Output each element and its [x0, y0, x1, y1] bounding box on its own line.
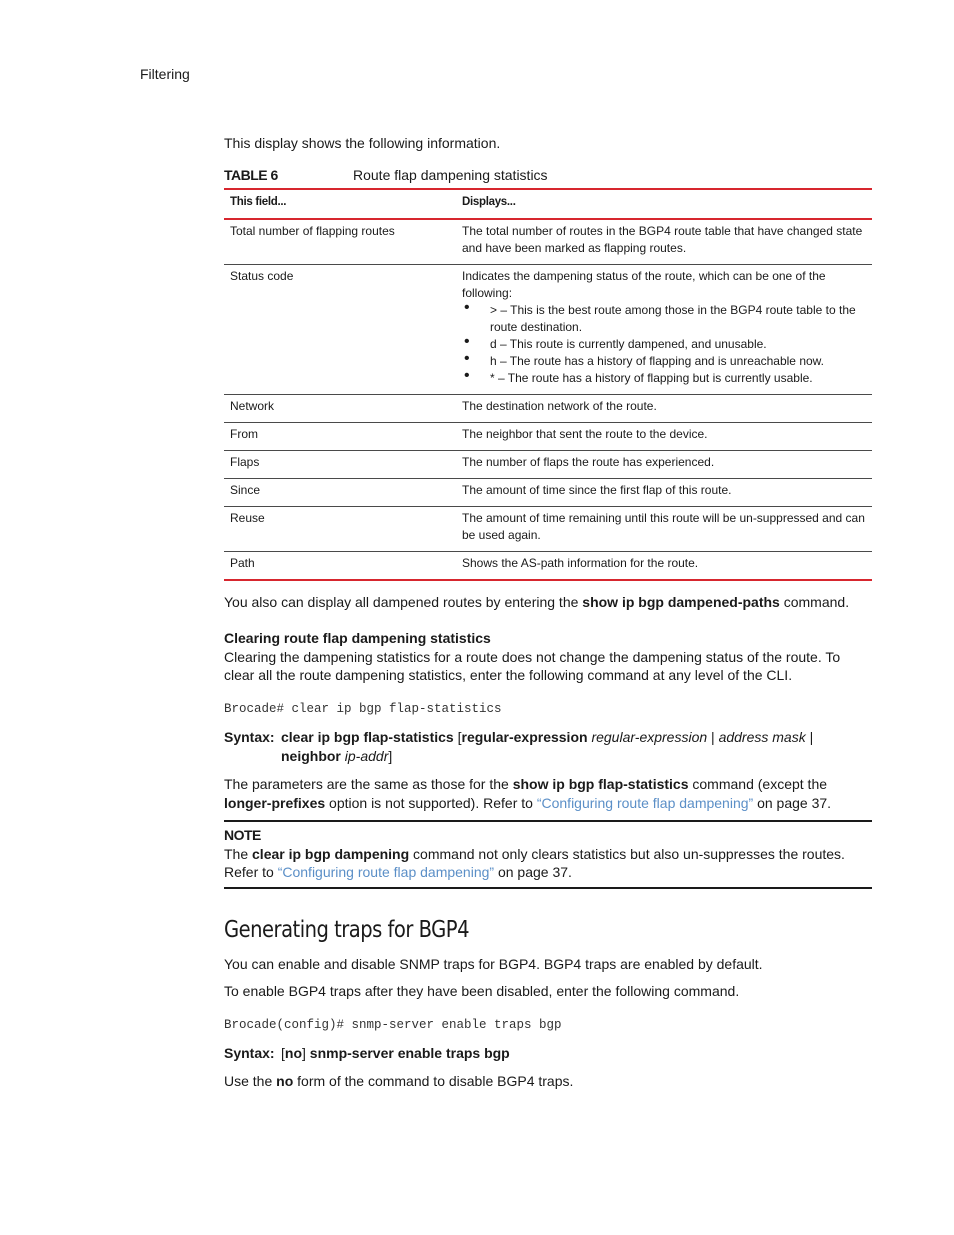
table-caption: [224, 167, 872, 190]
text-span: Use the: [224, 1073, 277, 1089]
section-subheading: Clearing route flap dampening statistics: [224, 630, 491, 646]
keyword-text: no: [284, 1045, 302, 1061]
text-span: form of the command to disable BGP4 traps.: [293, 1073, 574, 1089]
field-cell: Path: [224, 551, 456, 580]
text-span: [: [453, 729, 462, 745]
field-cell: Reuse: [224, 506, 456, 551]
column-header-displays: Displays...: [456, 190, 872, 219]
table-row: [224, 394, 872, 422]
dampened-paths-paragraph: [224, 593, 872, 612]
section-heading: Generating traps for BGP4: [224, 916, 470, 943]
traps-paragraph: You can enable and disable SNMP traps for BGP4. BGP4 traps are enabled by default.: [224, 955, 763, 972]
dampening-stats-table: [224, 190, 872, 581]
field-cell: Since: [224, 478, 456, 506]
cross-reference-link[interactable]: “Configuring route flap dampening”: [536, 794, 754, 811]
text-span: |: [707, 729, 719, 745]
argument-text: ip-addr: [340, 748, 389, 764]
command-text: show ip bgp flap-statistics: [512, 776, 689, 792]
table-title: Route flap dampening statistics: [353, 166, 548, 183]
syntax-label: Syntax:: [224, 729, 275, 745]
syntax-label: Syntax:: [224, 1045, 275, 1061]
display-cell: The amount of time remaining until this route will be un-suppressed and can be used again.: [456, 506, 872, 551]
table-row: [224, 422, 872, 450]
text-span: on page 37.: [753, 794, 832, 811]
code-example: Brocade# clear ip bgp flap-statistics: [224, 701, 502, 716]
list-item: • h – The route has a history of flapping and is unreachable now.: [462, 353, 866, 370]
running-head: Filtering: [140, 66, 190, 82]
traps-paragraph: To enable BGP4 traps after they have been disabled, enter the following command.: [224, 983, 740, 999]
display-cell: The number of flaps the route has experienced.: [456, 450, 872, 478]
command-text: snmp-server enable traps bgp: [309, 1045, 510, 1061]
text-span: ]: [302, 1045, 310, 1061]
page-content: [224, 134, 872, 1091]
text-span: The parameters are the same as those for the: [224, 776, 513, 792]
syntax-body: [281, 1044, 872, 1063]
field-cell: Status code: [224, 264, 456, 394]
field-cell: Total number of flapping routes: [224, 219, 456, 265]
display-cell: The total number of routes in the BGP4 route table that have changed state and have been marked as flapping routes.: [456, 219, 872, 265]
text-span: command.: [779, 593, 850, 610]
note-title: NOTE: [224, 827, 261, 843]
text-span: |: [805, 729, 814, 745]
list-item: • d – This route is currently dampened, and unusable.: [462, 336, 866, 353]
table-row: [224, 551, 872, 580]
cross-reference-link[interactable]: “Configuring route flap dampening”: [277, 864, 495, 880]
display-cell: [456, 264, 872, 394]
text-span: The: [224, 845, 253, 862]
code-example: Brocade(config)# snmp-server enable traps bgp: [224, 1017, 562, 1032]
field-cell: Flaps: [224, 450, 456, 478]
keyword-text: neighbor: [281, 748, 341, 764]
note-text: [224, 845, 872, 882]
syntax-block: [224, 728, 872, 766]
table-number: TABLE 6: [224, 166, 278, 183]
option-text: longer-prefixes: [224, 794, 326, 811]
argument-text: address mask: [718, 729, 806, 745]
table-row: [224, 478, 872, 506]
text-span: You also can display all dampened routes by entering the: [224, 593, 583, 610]
list-item: • * – The route has a history of flapping but is currently usable.: [462, 370, 866, 387]
status-code-description: Indicates the dampening status of the route, which can be one of the following:: [462, 268, 826, 300]
table-row: [224, 450, 872, 478]
table-header-row: [224, 190, 872, 219]
text-span: command not only clears statistics but also un-suppresses the routes. Refer to: [224, 845, 845, 880]
argument-text: regular-expression: [587, 729, 708, 745]
command-text: clear ip bgp flap-statistics: [281, 729, 454, 745]
text-span: command (except the: [688, 776, 828, 792]
list-item: • > – This is the best route among those in the BGP4 route table to the route destination.: [462, 302, 866, 336]
field-cell: From: [224, 422, 456, 450]
text-span: [: [281, 1045, 285, 1061]
note-box: [224, 820, 872, 889]
command-text: show ip bgp dampened-paths: [582, 593, 780, 610]
field-cell: Network: [224, 394, 456, 422]
status-code-list: [462, 302, 866, 387]
display-cell: The destination network of the route.: [456, 394, 872, 422]
display-cell: The neighbor that sent the route to the device.: [456, 422, 872, 450]
keyword-text: no: [276, 1073, 294, 1089]
final-paragraph: [224, 1072, 872, 1091]
text-span: option is not supported). Refer to: [325, 794, 537, 811]
table-row: [224, 219, 872, 265]
keyword-text: regular-expression: [461, 729, 588, 745]
text-span: on page 37.: [494, 864, 572, 880]
text-span: ]: [388, 748, 393, 764]
table-row: [224, 264, 872, 394]
table-row: [224, 506, 872, 551]
command-text: clear ip bgp dampening: [252, 845, 410, 862]
display-cell: The amount of time since the first flap of this route.: [456, 478, 872, 506]
clearing-paragraph: Clearing the dampening statistics for a route does not change the dampening status of the route. To clear all the route dampening statistics, enter the following command at any level of the CLI.: [224, 648, 841, 683]
parameters-paragraph: [224, 775, 872, 812]
syntax-block: [224, 1044, 872, 1063]
display-cell: Shows the AS-path information for the route.: [456, 551, 872, 580]
syntax-body: [281, 728, 872, 766]
intro-text: This display shows the following information.: [224, 135, 501, 151]
column-header-field: This field...: [224, 190, 456, 219]
